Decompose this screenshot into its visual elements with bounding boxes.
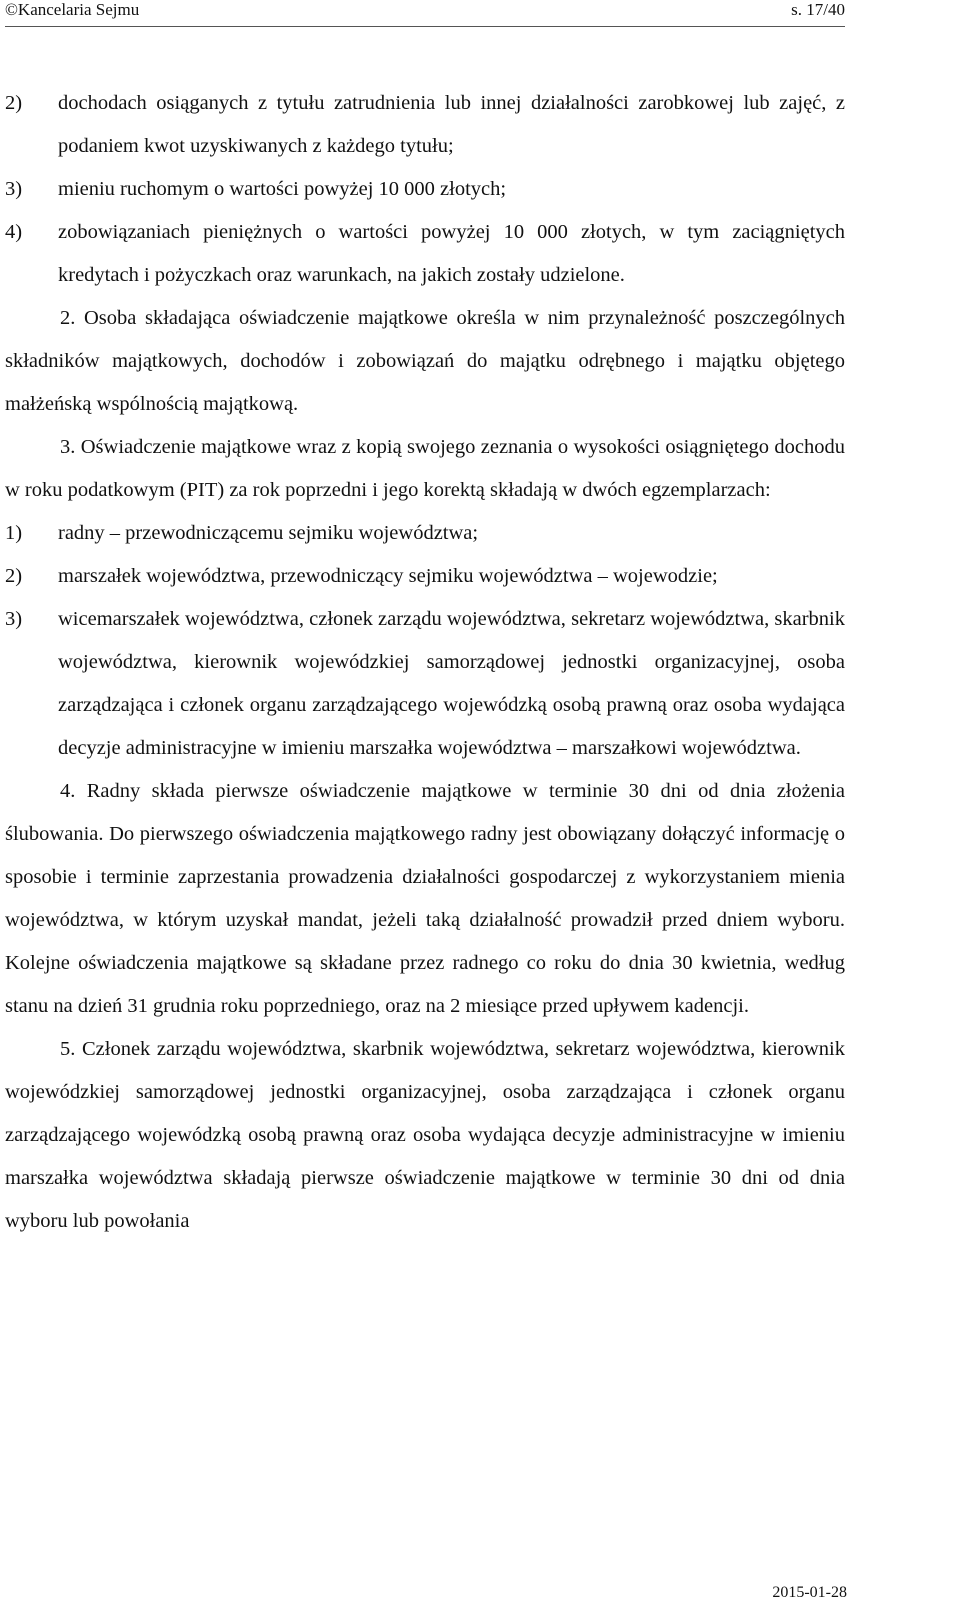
list-item-number: 3) [5, 178, 23, 200]
list-item [5, 512, 845, 555]
list-item-text: radny – przewodniczącemu sejmiku województwa; [58, 522, 479, 544]
list-item-text: marszałek województwa, przewodniczący sejmiku województwa – wojewodzie; [58, 565, 718, 587]
document-body [5, 82, 845, 1243]
list-item [5, 211, 845, 297]
page-header [5, 0, 845, 27]
paragraph-2: 2. Osoba składająca oświadczenie majątkowe określa w nim przynależność poszczególnych składników majątkowych, dochodów i zobowiązań do majątku odrębnego i majątku objętego małżeńską wspólnością majątkową. [5, 307, 845, 415]
list-item-number: 2) [5, 565, 23, 587]
list-item-number: 3) [5, 608, 23, 630]
paragraph-4: 4. Radny składa pierwsze oświadczenie majątkowe w terminie 30 dni od dnia złożenia ślubowania. Do pierwszego oświadczenia majątkowego radny jest obowiązany dołączyć informację o sposobie i terminie zaprzestania prowadzenia działalności gospodarczej z wykorzystaniem mienia województwa, w którym uzyskał mandat, jeżeli taką działalność prowadził przed dniem wyboru. Kolejne oświadczenia majątkowe są składane przez radnego co roku do dnia 30 kwietnia, według stanu na dzień 31 grudnia roku poprzedniego, oraz na 2 miesiące przed upływem kadencji. [5, 780, 845, 1017]
paragraph-5: 5. Członek zarządu województwa, skarbnik województwa, sekretarz województwa, kierownik wojewódzkiej samorządowej jednostki organizacyjnej, osoba zarządzająca i członek organu zarządzającego wojewódzką osobą prawną oraz osoba wydająca decyzje administracyjne w imieniu marszałka województwa składają pierwsze oświadczenie majątkowe w terminie 30 dni od dnia wyboru lub powołania [5, 1038, 845, 1232]
list-item-text: zobowiązaniach pieniężnych o wartości powyżej 10 000 złotych, w tym zaciągniętych kredytach i pożyczkach oraz warunkach, na jakich zostały udzielone. [58, 221, 845, 286]
paragraph-3: 3. Oświadczenie majątkowe wraz z kopią swojego zeznania o wysokości osiągniętego dochodu w roku podatkowym (PIT) za rok poprzedni i jego korektą składają w dwóch egzemplarzach: [5, 436, 845, 501]
copyright-label: ©Kancelaria Sejmu [5, 0, 140, 19]
list-item-text: wicemarszałek województwa, członek zarządu województwa, sekretarz województwa, skarbnik województwa, kierownik wojewódzkiej samorządowej jednostki organizacyjnej, osoba zarządzająca i członek organu zarządzającego wojewódzką osobą prawną oraz osoba wydająca decyzje administracyjne w imieniu marszałka województwa – marszałkowi województwa. [58, 608, 845, 759]
list-item-text: dochodach osiąganych z tytułu zatrudnienia lub innej działalności zarobkowej lub zajęć, z podaniem kwot uzyskiwanych z każdego tytułu; [58, 92, 845, 157]
list-item [5, 555, 845, 598]
list-item [5, 82, 845, 168]
list-item-number: 4) [5, 221, 23, 243]
page-number: s. 17/40 [791, 0, 845, 19]
list-item [5, 168, 845, 211]
footer-date: 2015-01-28 [772, 1584, 847, 1601]
list-item [5, 598, 845, 770]
list-item-number: 2) [5, 92, 23, 114]
list-item-number: 1) [5, 522, 23, 544]
list-item-text: mieniu ruchomym o wartości powyżej 10 000 złotych; [58, 178, 507, 200]
